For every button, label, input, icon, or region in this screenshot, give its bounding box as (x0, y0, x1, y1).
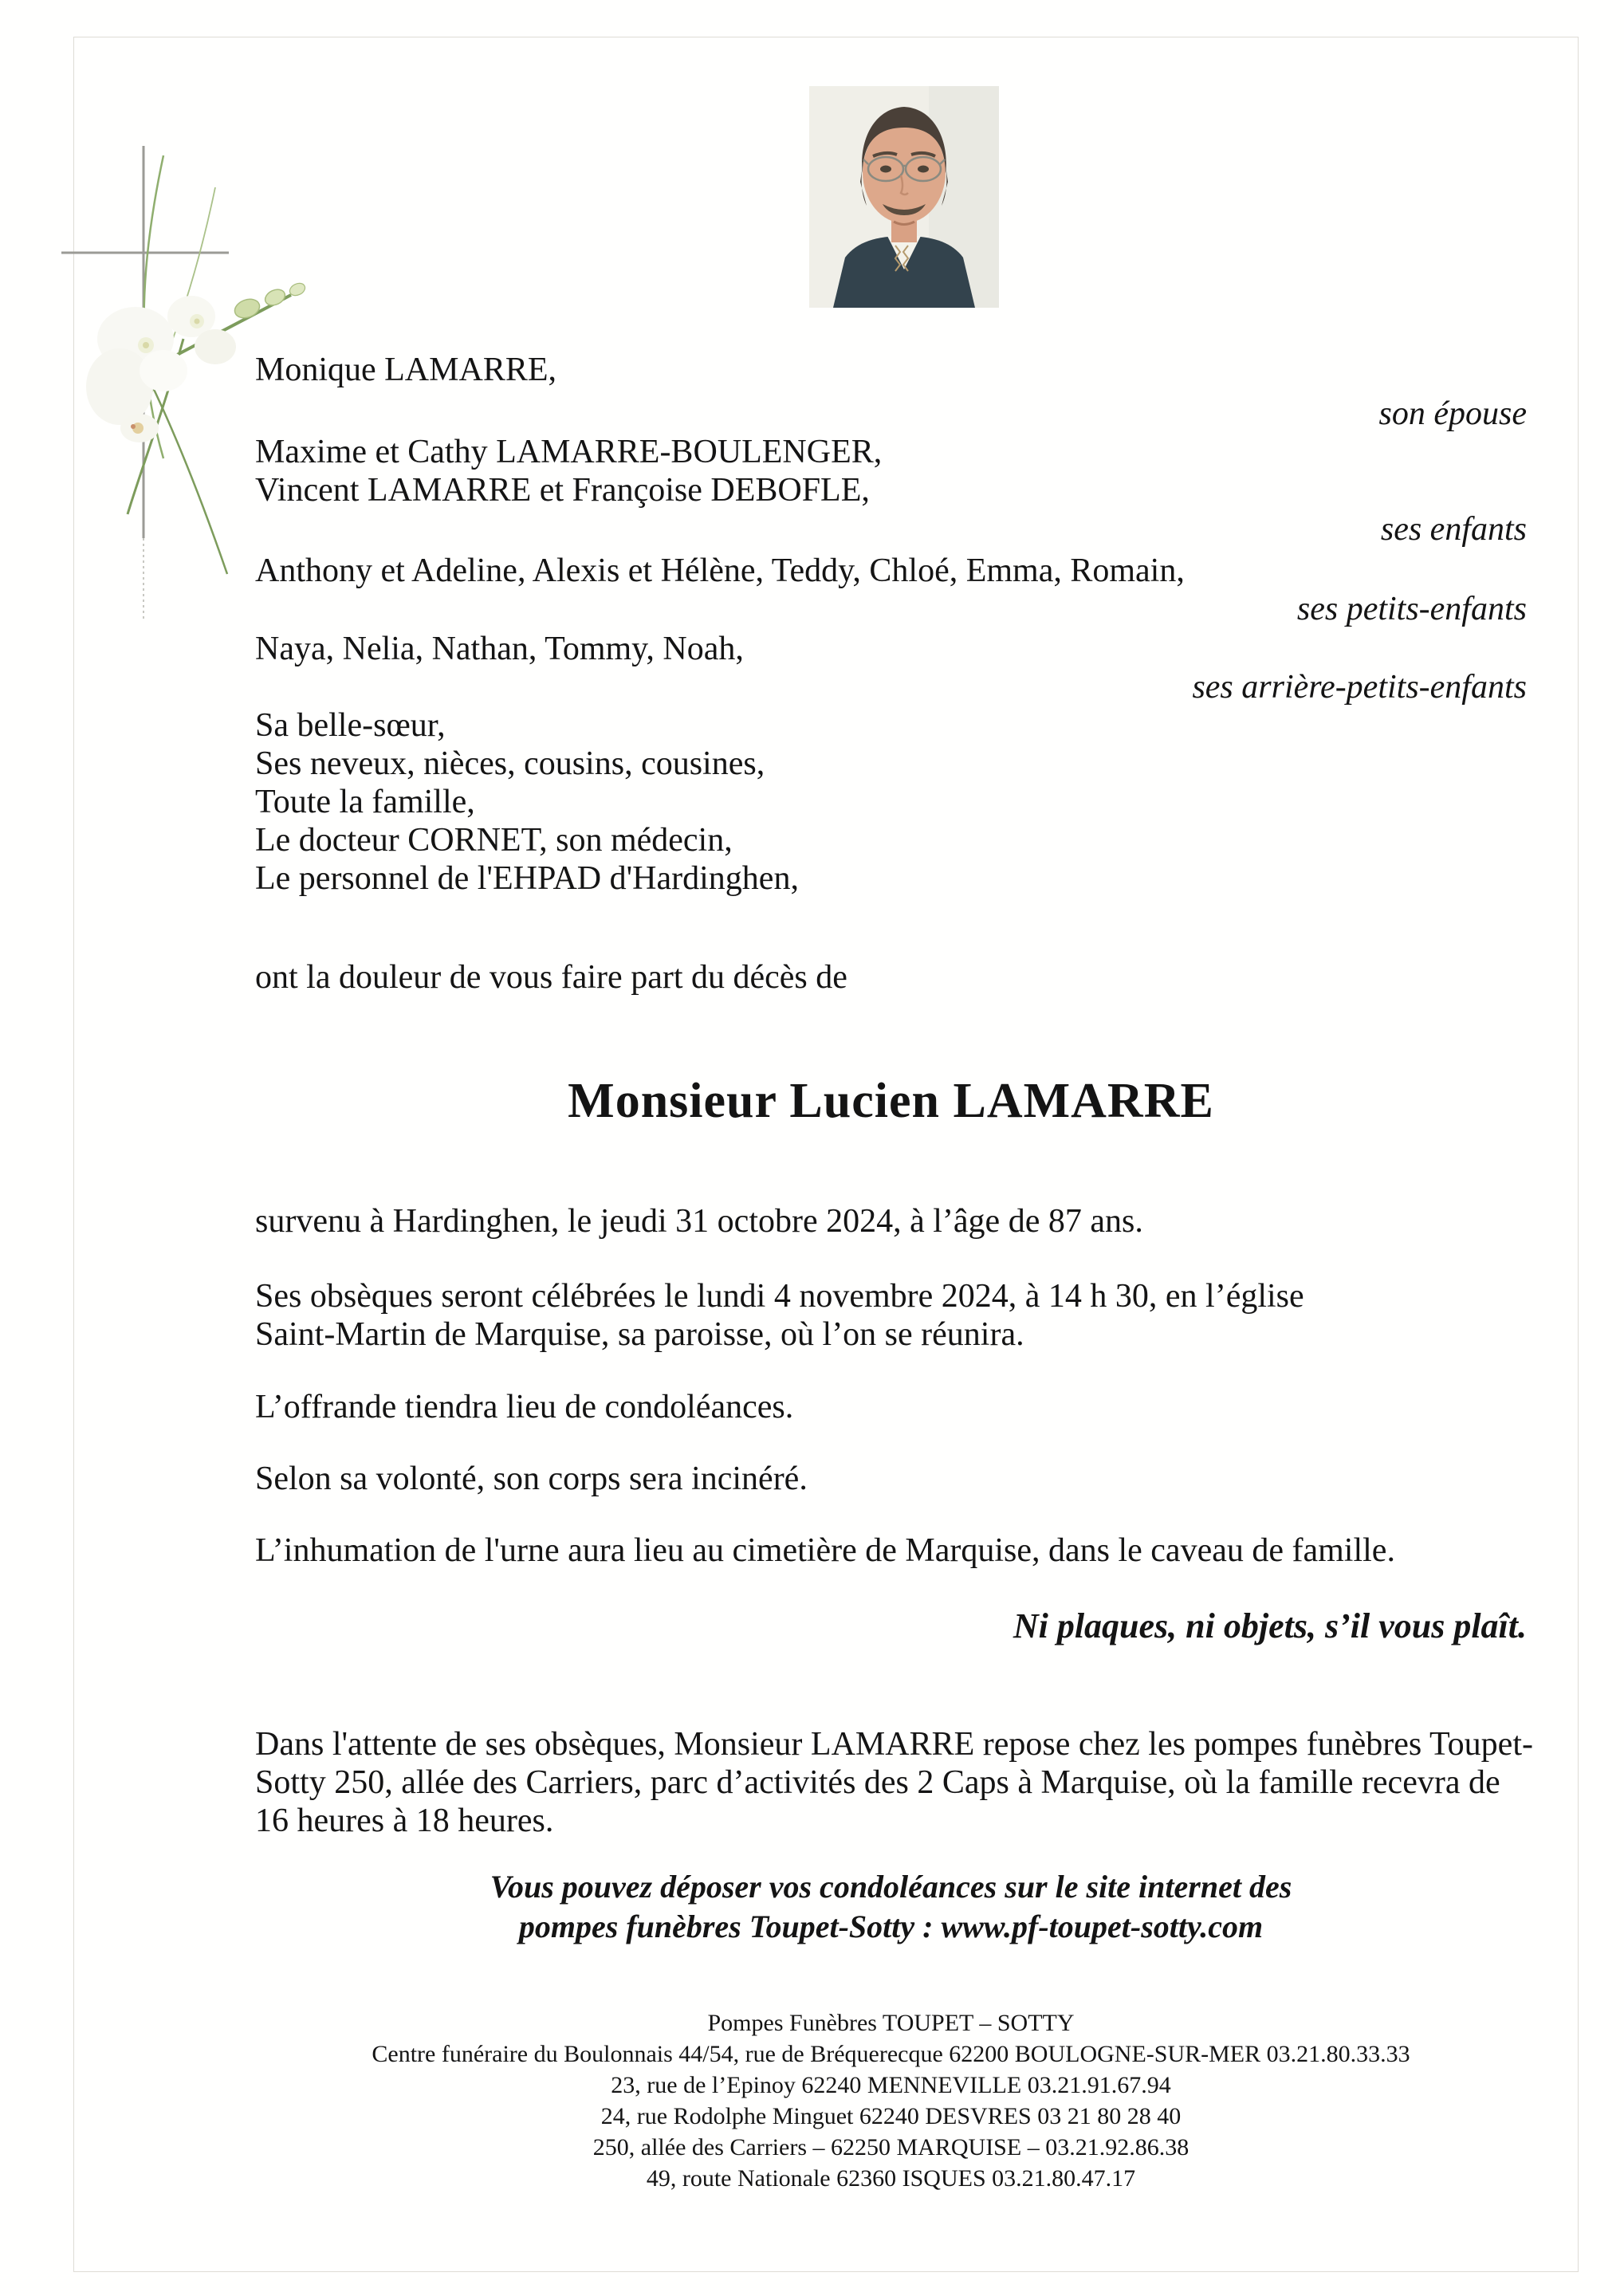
funeral-service-line: Ses obsèques seront célébrées le lundi 4 novembre 2024, à 14 h 30, en l’église (255, 1278, 1304, 1315)
relative-name-line: Le personnel de l'EHPAD d'Hardinghen, (255, 860, 799, 897)
urn-interment-line: L’inhumation de l'urne aura lieu au cimetière de Marquise, dans le caveau de famille. (255, 1532, 1395, 1569)
relative-name-line: Toute la famille, (255, 784, 475, 820)
relative-name-line: Naya, Nelia, Nathan, Tommy, Noah, (255, 631, 744, 667)
relative-name-line: Sa belle-sœur, (255, 707, 446, 744)
deceased-name-title: Monsieur Lucien LAMARRE (568, 1074, 1214, 1128)
relation-label-great-grandchildren: ses arrière-petits-enfants (1192, 669, 1527, 706)
condolence-website-line: Vous pouvez déposer vos condoléances sur le site internet des (490, 1869, 1292, 1905)
funeral-service-line: Saint-Martin de Marquise, sa paroisse, où l’on se réunira. (255, 1316, 1024, 1353)
funeral-home-address: 250, allée des Carriers – 62250 MARQUISE – 03.21.92.86.38 (592, 2134, 1189, 2160)
funeral-home-address: 24, rue Rodolphe Minguet 62240 DESVRES 03 21 80 28 40 (600, 2103, 1182, 2129)
repose-line: Dans l'attente de ses obsèques, Monsieur LAMARRE repose chez les pompes funèbres Toupet- (255, 1726, 1533, 1763)
relation-label-children: ses enfants (1380, 511, 1527, 548)
no-plaques-request-line: Ni plaques, ni objets, s’il vous plaît. (1013, 1606, 1527, 1645)
death-date-line: survenu à Hardinghen, le jeudi 31 octobre 2024, à l’âge de 87 ans. (255, 1203, 1143, 1240)
funeral-home-address: 49, route Nationale 62360 ISQUES 03.21.80.47.17 (646, 2165, 1136, 2192)
relative-name-line: Vincent LAMARRE et Françoise DEBOFLE, (255, 472, 870, 509)
relation-label-grandchildren: ses petits-enfants (1296, 591, 1527, 627)
repose-line: 16 heures à 18 heures. (255, 1803, 554, 1839)
funeral-home-name: Pompes Funèbres TOUPET – SOTTY (707, 2010, 1075, 2036)
announcement-content (255, 0, 1533, 2194)
offering-line: L’offrande tiendra lieu de condoléances. (255, 1389, 794, 1425)
relative-name-line: Anthony et Adeline, Alexis et Hélène, Teddy, Chloé, Emma, Romain, (255, 552, 1185, 589)
relation-label-spouse: son épouse (1378, 395, 1527, 432)
funeral-home-address: Centre funéraire du Boulonnais 44/54, rue de Bréquerecque 62200 BOULOGNE-SUR-MER 03.21.80.33.33 (372, 2041, 1410, 2067)
relative-name-line: Maxime et Cathy LAMARRE-BOULENGER, (255, 434, 883, 470)
relative-name-line: Ses neveux, nièces, cousins, cousines, (255, 745, 765, 782)
cremation-line: Selon sa volonté, son corps sera incinéré. (255, 1461, 808, 1497)
funeral-home-footer (255, 2007, 1527, 2194)
relative-name-line: Le docteur CORNET, son médecin, (255, 822, 733, 859)
relative-name-line: Monique LAMARRE, (255, 352, 556, 388)
intro-line: ont la douleur de vous faire part du décès de (255, 959, 847, 996)
condolence-website-line: pompes funèbres Toupet-Sotty : www.pf-toupet-sotty.com (518, 1909, 1264, 1944)
funeral-home-address: 23, rue de l’Epinoy 62240 MENNEVILLE 03.21.91.67.94 (611, 2072, 1171, 2098)
repose-line: Sotty 250, allée des Carriers, parc d’activités des 2 Caps à Marquise, où la famille recevra de (255, 1764, 1500, 1801)
